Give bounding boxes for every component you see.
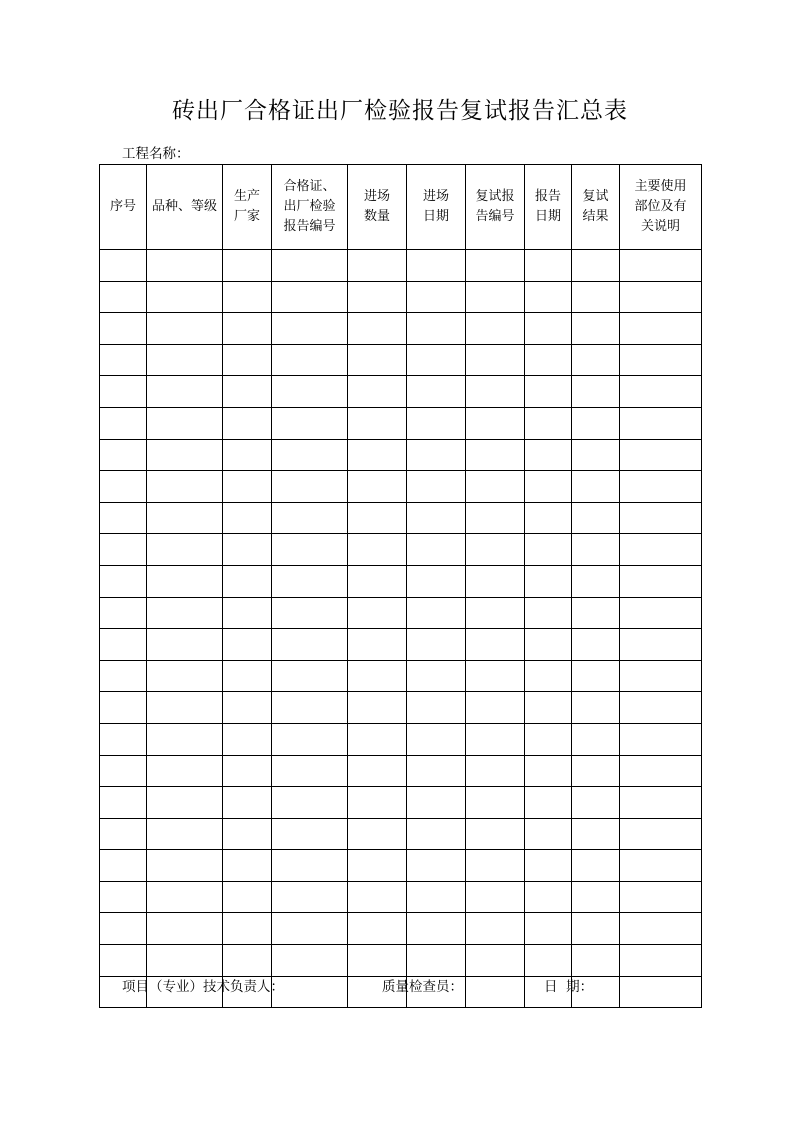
table-cell (407, 629, 466, 661)
table-cell (223, 344, 272, 376)
table-cell (466, 565, 525, 597)
table-cell (572, 597, 620, 629)
table-cell (272, 629, 348, 661)
table-cell (100, 787, 147, 819)
column-header-label: 序号 (109, 199, 136, 214)
table-cell (620, 502, 702, 534)
table-cell (466, 471, 525, 503)
table-row (100, 250, 702, 282)
table-cell (100, 439, 147, 471)
table-row (100, 945, 702, 977)
table-cell (620, 723, 702, 755)
table-row (100, 565, 702, 597)
table-cell (100, 945, 147, 977)
table-cell (466, 660, 525, 692)
table-cell (525, 913, 572, 945)
table-row (100, 787, 702, 819)
table-cell (525, 945, 572, 977)
table-cell (272, 281, 348, 313)
table-cell (407, 439, 466, 471)
column-header (348, 165, 407, 250)
table-cell (407, 407, 466, 439)
table-cell (572, 945, 620, 977)
table-cell (272, 502, 348, 534)
table-cell (620, 692, 702, 724)
table-cell (223, 597, 272, 629)
table-body (100, 250, 702, 1008)
table-cell (100, 471, 147, 503)
table-cell (348, 755, 407, 787)
table-cell (572, 407, 620, 439)
table-cell (525, 376, 572, 408)
table-cell (620, 787, 702, 819)
table-row (100, 660, 702, 692)
table-cell (466, 344, 525, 376)
table-cell (272, 471, 348, 503)
table-cell (525, 660, 572, 692)
table-cell (525, 281, 572, 313)
summary-table (99, 164, 702, 1008)
column-header-label: 报告 日期 (534, 189, 561, 224)
table-cell (466, 250, 525, 282)
table-cell (620, 660, 702, 692)
table-cell (572, 629, 620, 661)
table-cell (620, 471, 702, 503)
table-cell (100, 376, 147, 408)
table-cell (525, 818, 572, 850)
column-header-label: 复试报 告编号 (475, 189, 515, 224)
table-cell (348, 597, 407, 629)
column-header-label: 合格证、 出厂检验 报告编号 (283, 179, 336, 234)
table-cell (223, 692, 272, 724)
table-cell (223, 313, 272, 345)
table-cell (572, 692, 620, 724)
table-cell (407, 502, 466, 534)
table-cell (525, 313, 572, 345)
table-row (100, 881, 702, 913)
table-cell (223, 250, 272, 282)
column-header-label: 品种、等级 (151, 199, 217, 214)
table-cell (407, 945, 466, 977)
table-cell (100, 660, 147, 692)
table-cell (100, 281, 147, 313)
table-cell (620, 565, 702, 597)
table-cell (348, 534, 407, 566)
table-cell (223, 439, 272, 471)
inspector-label: 质量检查员： (382, 979, 463, 995)
table-header (100, 165, 702, 250)
table-cell (223, 629, 272, 661)
table-cell (223, 407, 272, 439)
table-cell (620, 881, 702, 913)
column-header (466, 165, 525, 250)
table-cell (100, 755, 147, 787)
table-cell (525, 250, 572, 282)
tech-lead-label: 项目（专业）技术负责人： (122, 979, 284, 995)
table-cell (572, 660, 620, 692)
table-cell (620, 818, 702, 850)
table-cell (572, 534, 620, 566)
table-row (100, 723, 702, 755)
table-cell (223, 723, 272, 755)
table-cell (272, 439, 348, 471)
column-header (620, 165, 702, 250)
table-cell (466, 755, 525, 787)
table-cell (348, 471, 407, 503)
table-cell (407, 755, 466, 787)
table-cell (348, 660, 407, 692)
table-cell (348, 913, 407, 945)
column-header-label: 复试 结果 (582, 189, 609, 224)
table-cell (466, 534, 525, 566)
table-cell (572, 723, 620, 755)
table-cell (223, 913, 272, 945)
table-cell (348, 313, 407, 345)
column-header (100, 165, 147, 250)
table-row (100, 344, 702, 376)
table-cell (147, 945, 223, 977)
table-cell (466, 818, 525, 850)
table-cell (147, 344, 223, 376)
table-cell (147, 471, 223, 503)
table-cell (223, 881, 272, 913)
table-cell (272, 597, 348, 629)
table-cell (620, 407, 702, 439)
table-cell (407, 376, 466, 408)
table-row (100, 755, 702, 787)
table-cell (100, 344, 147, 376)
table-cell (525, 755, 572, 787)
table-cell (348, 723, 407, 755)
table-cell (525, 787, 572, 819)
table-cell (407, 913, 466, 945)
table-cell (572, 281, 620, 313)
table-cell (147, 407, 223, 439)
table-cell (525, 565, 572, 597)
column-header (407, 165, 466, 250)
table-cell (407, 818, 466, 850)
table-cell (407, 723, 466, 755)
table-cell (407, 881, 466, 913)
table-cell (572, 439, 620, 471)
table-cell (525, 850, 572, 882)
table-cell (407, 313, 466, 345)
table-cell (272, 565, 348, 597)
table-cell (147, 281, 223, 313)
table-cell (100, 250, 147, 282)
table-cell (466, 787, 525, 819)
table-cell (100, 313, 147, 345)
table-cell (466, 723, 525, 755)
table-cell (348, 344, 407, 376)
table-cell (147, 313, 223, 345)
table-cell (348, 850, 407, 882)
table-row (100, 502, 702, 534)
table-cell (572, 787, 620, 819)
column-header-label: 进场 日期 (422, 189, 449, 224)
document-title: 砖出厂合格证出厂检验报告复试报告汇总表 (172, 98, 628, 124)
table-cell (147, 502, 223, 534)
table-cell (407, 850, 466, 882)
table-cell (223, 502, 272, 534)
table-cell (620, 281, 702, 313)
table-cell (572, 565, 620, 597)
column-header-label: 主要使用 部位及有 关说明 (634, 179, 687, 234)
table-cell (620, 629, 702, 661)
table-cell (223, 376, 272, 408)
table-cell (147, 565, 223, 597)
table-cell (348, 629, 407, 661)
table-cell (100, 850, 147, 882)
table-cell (223, 787, 272, 819)
table-cell (572, 502, 620, 534)
signature-footer (0, 978, 800, 996)
table-cell (620, 344, 702, 376)
table-cell (572, 850, 620, 882)
date-label: 日 期： (544, 979, 594, 995)
table-cell (147, 692, 223, 724)
table-cell (572, 818, 620, 850)
table-cell (147, 723, 223, 755)
table-cell (525, 723, 572, 755)
table-cell (147, 913, 223, 945)
table-cell (348, 439, 407, 471)
table-cell (272, 818, 348, 850)
table-cell (272, 755, 348, 787)
column-header (572, 165, 620, 250)
table-cell (572, 471, 620, 503)
table-row (100, 471, 702, 503)
table-cell (348, 281, 407, 313)
table-cell (525, 534, 572, 566)
table-cell (407, 565, 466, 597)
table-row (100, 818, 702, 850)
table-cell (100, 597, 147, 629)
table-cell (620, 913, 702, 945)
table-cell (525, 597, 572, 629)
table-row (100, 629, 702, 661)
table-cell (572, 913, 620, 945)
table-cell (348, 502, 407, 534)
table-cell (620, 945, 702, 977)
table-cell (223, 755, 272, 787)
table-cell (466, 945, 525, 977)
table-cell (572, 881, 620, 913)
table-cell (272, 881, 348, 913)
table-cell (525, 502, 572, 534)
table-cell (147, 629, 223, 661)
table-cell (100, 629, 147, 661)
table-cell (223, 534, 272, 566)
table-cell (572, 250, 620, 282)
table-cell (407, 787, 466, 819)
table-cell (407, 692, 466, 724)
table-cell (466, 281, 525, 313)
table-cell (272, 376, 348, 408)
table-row (100, 597, 702, 629)
column-header (223, 165, 272, 250)
table-cell (272, 913, 348, 945)
table-cell (407, 471, 466, 503)
project-name-label: 工程名称： (122, 146, 190, 162)
table-cell (147, 818, 223, 850)
column-header (525, 165, 572, 250)
table-cell (272, 787, 348, 819)
table-cell (466, 850, 525, 882)
table-cell (100, 818, 147, 850)
table-cell (348, 250, 407, 282)
table-cell (620, 250, 702, 282)
table-cell (272, 344, 348, 376)
header-row (100, 165, 702, 250)
table-row (100, 850, 702, 882)
table-cell (147, 439, 223, 471)
table-cell (525, 692, 572, 724)
table-cell (407, 344, 466, 376)
table-cell (620, 534, 702, 566)
table-cell (525, 439, 572, 471)
table-row (100, 534, 702, 566)
table-cell (525, 881, 572, 913)
table-cell (272, 534, 348, 566)
table-cell (223, 850, 272, 882)
table-cell (572, 755, 620, 787)
table-cell (147, 850, 223, 882)
table-cell (100, 565, 147, 597)
table-cell (620, 597, 702, 629)
table-cell (348, 881, 407, 913)
table-cell (272, 313, 348, 345)
table-cell (525, 629, 572, 661)
table-cell (466, 439, 525, 471)
table-row (100, 439, 702, 471)
table-cell (407, 534, 466, 566)
table-cell (100, 692, 147, 724)
table-cell (348, 407, 407, 439)
table-row (100, 281, 702, 313)
table-cell (620, 755, 702, 787)
column-header (147, 165, 223, 250)
table-cell (147, 755, 223, 787)
table-cell (466, 913, 525, 945)
table-cell (272, 692, 348, 724)
table-cell (147, 376, 223, 408)
table-cell (348, 565, 407, 597)
table-cell (466, 376, 525, 408)
table-cell (620, 313, 702, 345)
table-cell (223, 945, 272, 977)
table-cell (147, 881, 223, 913)
table-cell (223, 660, 272, 692)
table-cell (407, 281, 466, 313)
table-cell (100, 913, 147, 945)
table-cell (466, 692, 525, 724)
table-cell (620, 376, 702, 408)
table-cell (272, 945, 348, 977)
table-cell (272, 723, 348, 755)
table-cell (525, 407, 572, 439)
table-cell (272, 660, 348, 692)
table-row (100, 376, 702, 408)
table-cell (100, 723, 147, 755)
table-cell (572, 376, 620, 408)
table-cell (407, 597, 466, 629)
table-cell (223, 281, 272, 313)
table-row (100, 407, 702, 439)
table-cell (466, 629, 525, 661)
table-cell (100, 881, 147, 913)
table-cell (100, 407, 147, 439)
column-header-label: 生产 厂家 (233, 189, 260, 224)
table-cell (620, 850, 702, 882)
table-cell (466, 502, 525, 534)
table-cell (147, 787, 223, 819)
table-cell (525, 471, 572, 503)
table-cell (348, 818, 407, 850)
table-row (100, 913, 702, 945)
table-cell (407, 250, 466, 282)
table-cell (100, 534, 147, 566)
table-cell (147, 534, 223, 566)
table-cell (272, 850, 348, 882)
table-cell (572, 344, 620, 376)
table-cell (466, 407, 525, 439)
table-cell (272, 250, 348, 282)
table-cell (348, 945, 407, 977)
table-cell (407, 660, 466, 692)
table-cell (147, 597, 223, 629)
table-cell (466, 597, 525, 629)
table-row (100, 692, 702, 724)
table-cell (100, 502, 147, 534)
table-row (100, 313, 702, 345)
column-header-label: 进场 数量 (363, 189, 390, 224)
table-cell (466, 313, 525, 345)
table-cell (223, 471, 272, 503)
table-cell (223, 565, 272, 597)
table-cell (466, 881, 525, 913)
table-cell (572, 313, 620, 345)
table-cell (147, 660, 223, 692)
table-cell (348, 692, 407, 724)
table-cell (272, 407, 348, 439)
column-header (272, 165, 348, 250)
table-cell (620, 439, 702, 471)
table-cell (348, 376, 407, 408)
table-cell (525, 344, 572, 376)
table-cell (223, 818, 272, 850)
table-cell (348, 787, 407, 819)
table-cell (147, 250, 223, 282)
